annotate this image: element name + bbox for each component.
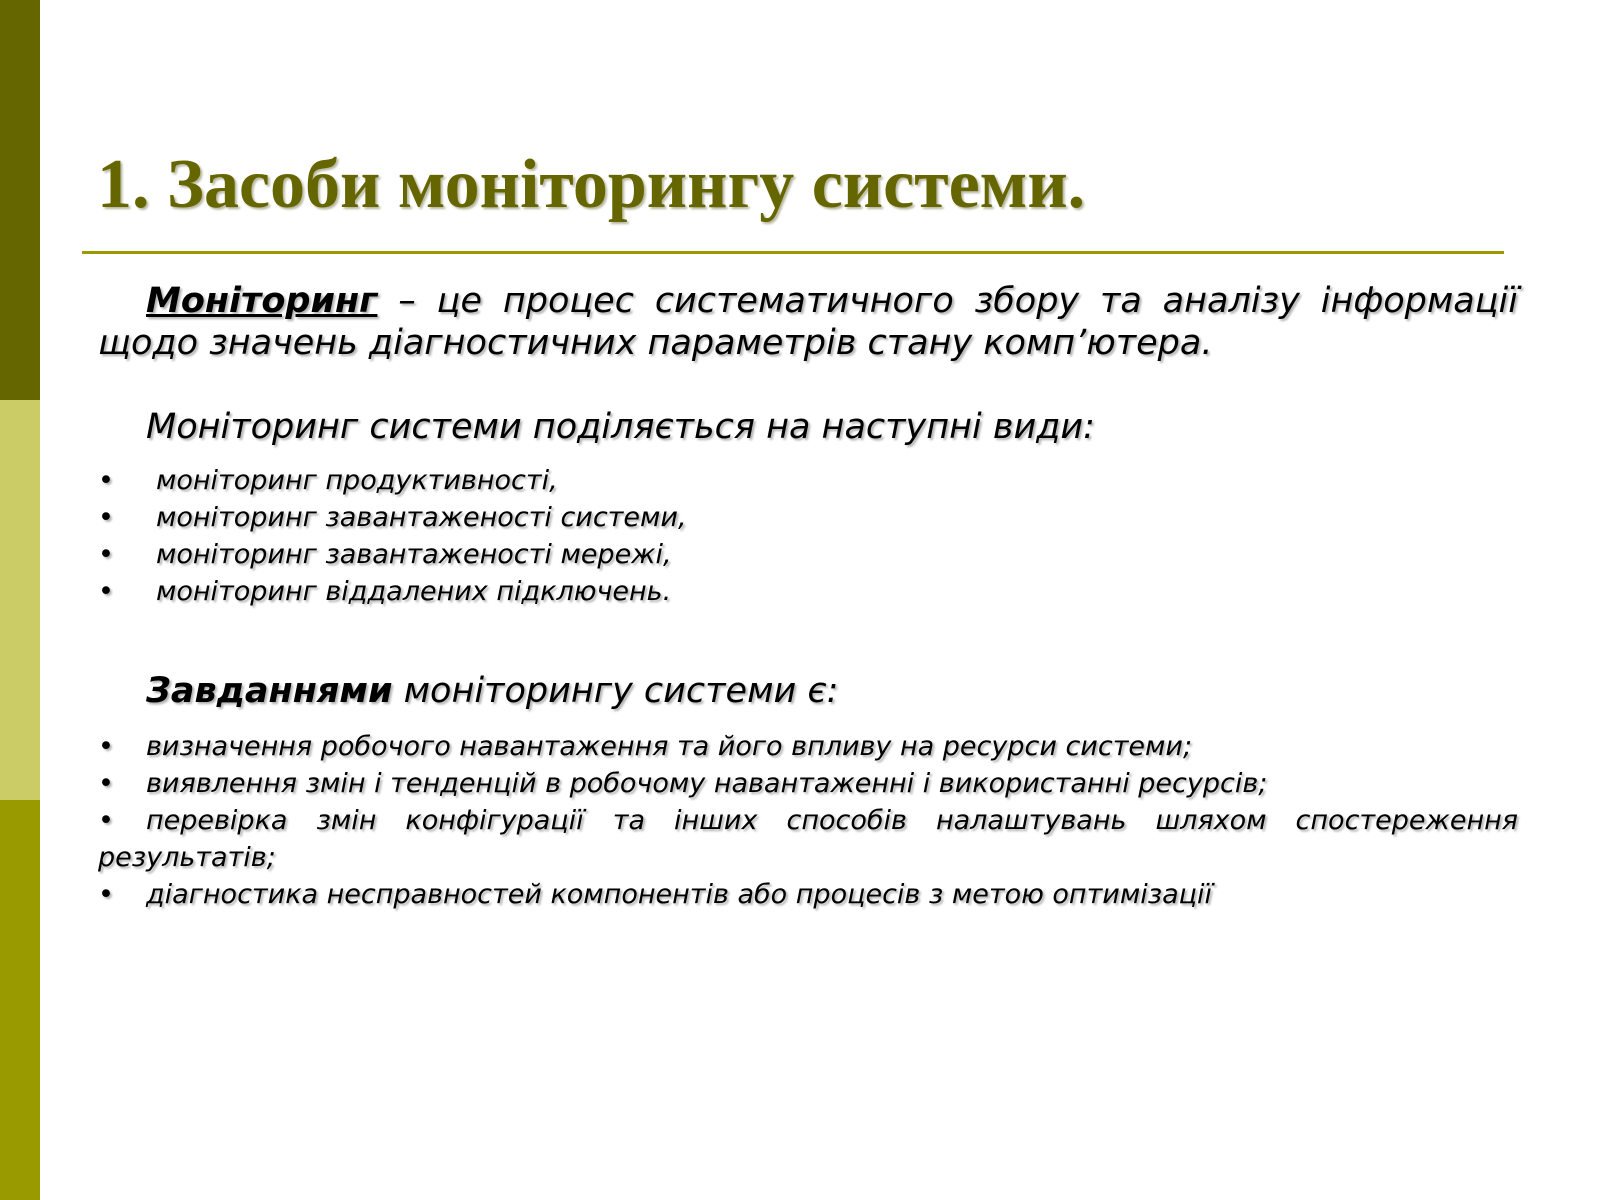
list-item [98, 536, 1518, 573]
definition-term: Моніторинг [146, 281, 378, 321]
tasks-heading-text: моніторингу системи є: [392, 671, 839, 711]
types-list [98, 462, 1518, 610]
side-bar-bottom [0, 800, 40, 1200]
slide-content [98, 280, 1518, 913]
bullet-icon: • [98, 731, 114, 762]
bullet-icon: • [98, 768, 114, 799]
list-item-text: моніторинг віддалених підключень. [156, 576, 672, 607]
list-item-text: моніторинг завантаженості системи, [156, 502, 687, 533]
bullet-icon: • [98, 879, 114, 910]
list-item [98, 462, 1518, 499]
list-item-text: виявлення змін і тенденцій в робочому навантаженні і використанні ресурсів; [146, 768, 1268, 799]
list-item [98, 802, 1518, 876]
list-item [98, 876, 1518, 913]
title-divider [82, 251, 1504, 254]
bullet-icon: • [98, 539, 114, 570]
list-item-text: визначення робочого навантаження та його впливу на ресурси системи; [146, 731, 1193, 762]
list-item-text: перевірка змін конфігурації та інших способів налаштувань шляхом спостереження результатів; [98, 805, 1518, 873]
tasks-heading [98, 670, 1518, 712]
side-bar-middle [0, 400, 40, 800]
tasks-heading-term: Завданнями [146, 671, 393, 711]
definition-text: – це процес систематичного збору та аналізу інформації щодо значень діагностичних параметрів стану комп’ютера. [98, 281, 1518, 363]
bullet-icon: • [98, 805, 114, 836]
side-bar-top [0, 0, 40, 400]
bullet-icon: • [98, 576, 114, 607]
list-item-text: моніторинг завантаженості мережі, [156, 539, 672, 570]
list-item [98, 573, 1518, 610]
list-item-text: моніторинг продуктивності, [156, 465, 558, 496]
bullet-icon: • [98, 465, 114, 496]
list-item [98, 499, 1518, 536]
bullet-icon: • [98, 502, 114, 533]
list-item-text: діагностика несправностей компонентів або процесів з метою оптимізації [146, 879, 1212, 910]
definition-paragraph [98, 280, 1518, 364]
tasks-list [98, 728, 1518, 913]
slide-title: 1. Засоби моніторингу системи. [97, 146, 1086, 223]
types-heading: Моніторинг системи поділяється на наступні види: [146, 407, 1095, 447]
list-item [98, 765, 1518, 802]
list-item [98, 728, 1518, 765]
